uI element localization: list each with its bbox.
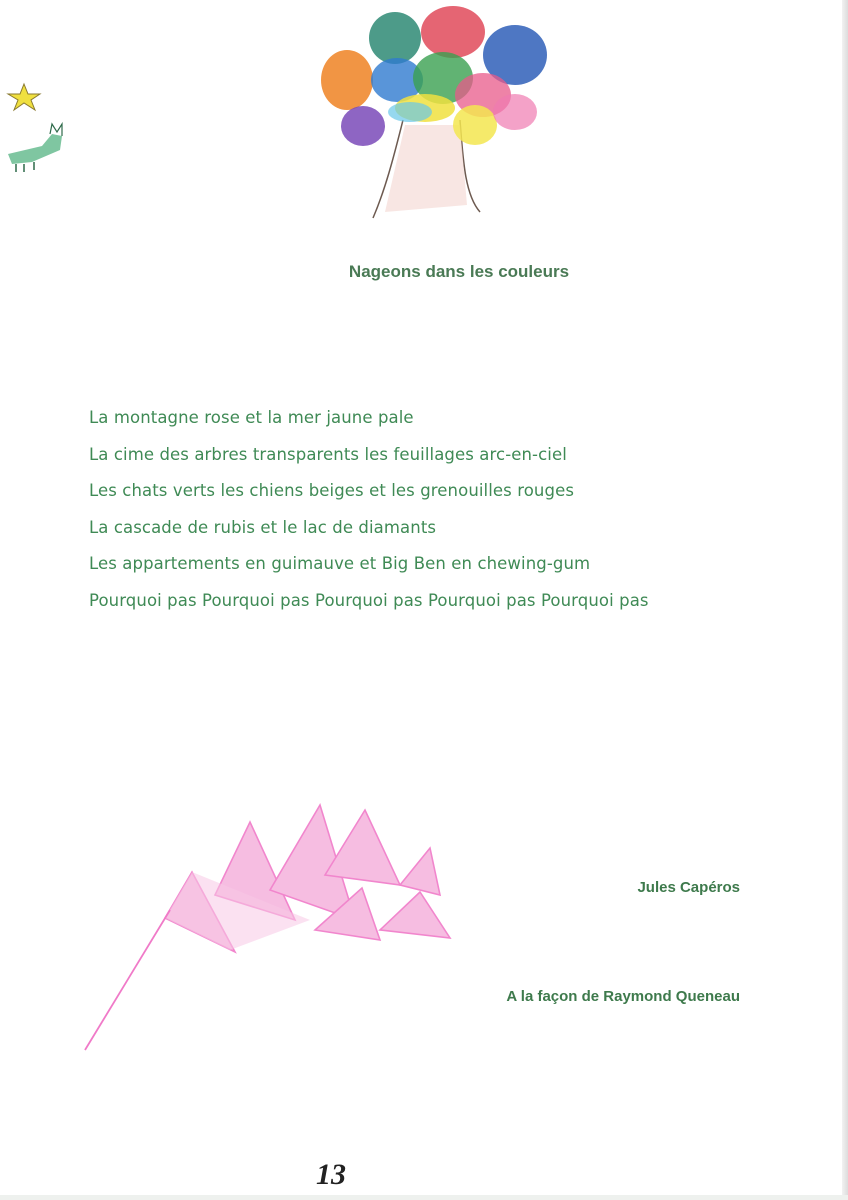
- page-bottom-edge: [0, 1195, 848, 1200]
- pink-mountains-drawing: [80, 800, 460, 1060]
- page-edge: [842, 0, 848, 1200]
- style-credit: A la façon de Raymond Queneau: [506, 988, 740, 1005]
- poem-title: Nageons dans les couleurs: [348, 262, 570, 281]
- poem-line: Les chats verts les chiens beiges et les grenouilles rouges: [89, 481, 575, 500]
- rainbow-tree-drawing: [315, 0, 555, 230]
- poem-body: [89, 404, 789, 623]
- poem-line: Les appartements en guimauve et Big Ben en chewing-gum: [89, 554, 591, 573]
- poem-line: La montagne rose et la mer jaune pale: [89, 408, 414, 427]
- green-cat-and-star-drawing: [2, 76, 82, 186]
- poem-line: Pourquoi pas Pourquoi pas Pourquoi pas Pourquoi pas Pourquoi pas: [89, 590, 649, 610]
- page-number: 13: [316, 1158, 346, 1191]
- author-name: Jules Capéros: [637, 879, 740, 896]
- poem-line: La cascade de rubis et le lac de diamants: [89, 517, 437, 537]
- poem-line: La cime des arbres transparents les feuillages arc-en-ciel: [89, 444, 567, 464]
